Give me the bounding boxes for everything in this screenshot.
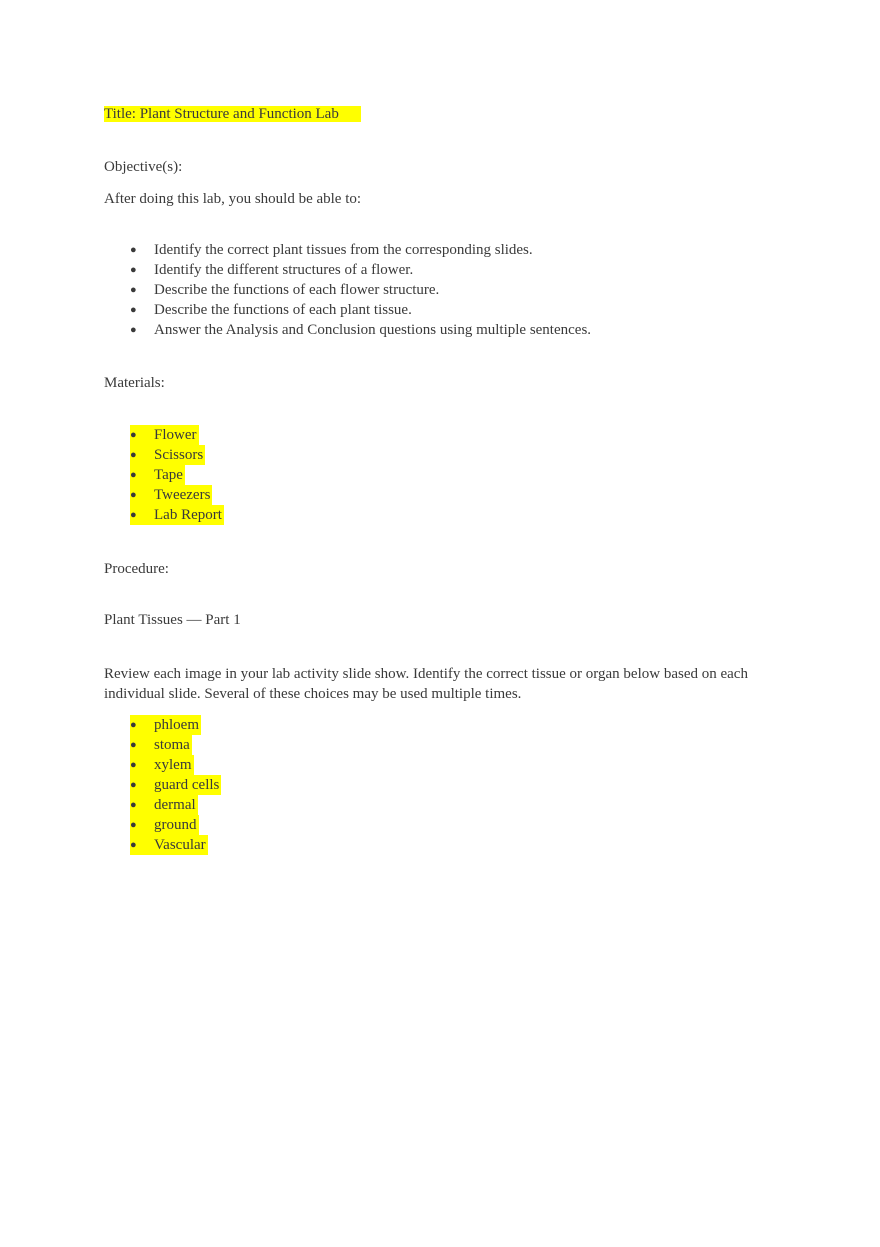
list-item: ● phloem xyxy=(130,717,199,733)
bullet-icon: ● xyxy=(130,739,137,751)
bullet-icon: ● xyxy=(130,489,137,501)
objectives-list xyxy=(130,240,591,340)
list-item: ● Lab Report xyxy=(130,507,222,523)
tissue-choices-list xyxy=(130,715,221,855)
procedure-heading: Procedure: xyxy=(104,561,169,577)
list-item: ● guard cells xyxy=(130,777,220,793)
materials-list xyxy=(130,425,224,525)
materials-heading: Materials: xyxy=(104,375,165,391)
bullet-icon: ● xyxy=(130,244,137,256)
bullet-icon: ● xyxy=(130,799,137,811)
objectives-heading: Objective(s): xyxy=(104,159,183,175)
bullet-icon: ● xyxy=(130,719,137,731)
bullet-icon: ● xyxy=(130,839,137,851)
bullet-icon: ● xyxy=(130,509,137,521)
procedure-instruction: Review each image in your lab activity slide show. Identify the correct tissue or organ below based on each individual slide. Several of these choices may be used multiple times. xyxy=(104,666,748,702)
bullet-icon: ● xyxy=(130,429,137,441)
bullet-icon: ● xyxy=(130,449,137,461)
bullet-icon: ● xyxy=(130,324,137,336)
part-title: Plant Tissues — Part 1 xyxy=(104,612,241,628)
list-item: ● dermal xyxy=(130,797,196,813)
list-item: ● Identify the correct plant tissues from the corresponding slides. xyxy=(130,242,533,258)
list-item: ● Tape xyxy=(130,467,183,483)
document-title: Title: Plant Structure and Function Lab xyxy=(104,104,361,124)
bullet-icon: ● xyxy=(130,819,137,831)
list-item: ● Identify the different structures of a flower. xyxy=(130,262,414,278)
list-item: ● Describe the functions of each flower structure. xyxy=(130,282,440,298)
list-item: ● Answer the Analysis and Conclusion questions using multiple sentences. xyxy=(130,322,592,338)
list-item: ● ground xyxy=(130,817,197,833)
bullet-icon: ● xyxy=(130,759,137,771)
list-item: ● Vascular xyxy=(130,837,206,853)
bullet-icon: ● xyxy=(130,779,137,791)
list-item: ● Tweezers xyxy=(130,487,211,503)
list-item: ● Scissors xyxy=(130,447,204,463)
list-item: ● Flower xyxy=(130,427,197,443)
bullet-icon: ● xyxy=(130,284,137,296)
list-item: ● stoma xyxy=(130,737,190,753)
list-item: ● xylem xyxy=(130,757,192,773)
bullet-icon: ● xyxy=(130,469,137,481)
objectives-intro: After doing this lab, you should be able to: xyxy=(104,191,362,207)
bullet-icon: ● xyxy=(130,264,137,276)
bullet-icon: ● xyxy=(130,304,137,316)
list-item: ● Describe the functions of each plant tissue. xyxy=(130,302,412,318)
